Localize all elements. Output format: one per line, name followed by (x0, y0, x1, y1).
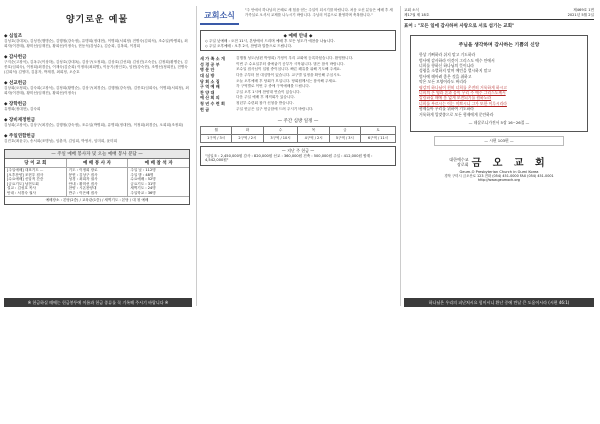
scripture-heading: 주님을 생각하며 감사하는 기쁨의 신앙 (458, 43, 540, 49)
schedule-days-row (201, 127, 396, 135)
service-board-row: 새벽기도 : 24명 (130, 186, 156, 191)
service-board-footer: 예배장소 : 본당(2층) / 교육관(1층) / 새벽기도 : 본당 / 대 청 예배 (5, 196, 189, 204)
offering-section (4, 133, 190, 144)
schedule-day-cell: 토 (361, 127, 396, 135)
notice-label: 구 역 예 배 (200, 84, 220, 90)
bulletin-label: 교회 소식 (404, 8, 420, 12)
service-board-column-head: 당 이 교 회 (5, 159, 66, 168)
schedule-day-cell: 목 (298, 127, 329, 135)
schedule-day-cell: 금 (329, 127, 360, 135)
notice-label: 당 회 소 집 (200, 78, 220, 84)
schedule-value-cell: 4구역 / 2시 (298, 135, 329, 143)
schedule-day-cell: 월 (201, 127, 232, 135)
notice-label: 예 산 회 의 (200, 95, 220, 101)
service-board-row: 성경 : 최희자 권사 (68, 177, 98, 182)
issue-label: 제469호 1면 (573, 8, 594, 12)
notice-label: 새 가 족 소 개 (200, 56, 225, 62)
offering-section-names: 구지순(고창석), 김옥주(이상하), 김성호(강대옥), 김상구(오정희), 김상호(김선희) 김성진(고숙순), 김정희(황병순), 김종호(임희숙), 이정희(최경순), 이재숙(김순희) 이정의(최희병), 이동기(정인호), 임헌(강숙현), 조병선(정희진), 전병숙(김희석) 김영미, 김홍자, 박재경, 최희정, 오승호 (4, 60, 188, 74)
psalm-note: — 시편 103편 — (434, 136, 564, 146)
notice-text: 주일 헌금은 입구 헌금함에 드려 주시기 바랍니다. (236, 106, 314, 111)
service-board-row: [수요예배] 신앙적 간증 (7, 177, 44, 182)
notice-text: 오늘 오후예배 후 당회가 모입니다. 당회원께서는 참석해 주세요. (236, 78, 337, 83)
visit-schedule-table (200, 126, 396, 143)
scripture-line: 평강의 하나님이 친히 너희를 온전히 거룩하게 하시고 (419, 84, 507, 90)
service-board-row: 안내 : 서경숙 권사 (7, 190, 36, 195)
footer-strip-left: ※ 헌금하실 때에는 헌금봉투에 이름과 헌금 종류를 꼭 기록해 주시기 바랍니다 ※ (4, 298, 192, 307)
news-logo: 교회소식 (200, 8, 239, 25)
offering-section (4, 101, 190, 112)
service-board-columns (5, 159, 189, 196)
date-label: 2021년 5월 2일 (567, 12, 594, 17)
scripture-line: 형제들아 우리를 위하여 기도하라 (419, 106, 474, 112)
notice-text: 각 구역별로 이번 주 중에 구역예배를 드립니다. (236, 84, 310, 89)
notice-text: 청년부 수련회 참가 신청을 받습니다. (236, 100, 294, 105)
church-english-name: Geum-O Presbyterian Church in Gumi Korea (459, 170, 539, 175)
schedule-value-cell: 5구역 / 3시 (329, 135, 360, 143)
service-board-row: 주일 밤 : 48명 (130, 172, 154, 177)
offerings-title: 양기로운 예물 (65, 15, 129, 25)
scripture-line: 너희를 부르시는 이는 미쁘시니 그가 또한 이루시리라 (419, 100, 507, 106)
service-board-row: 수요예배 : 52명 (130, 177, 156, 182)
service-board-column (5, 159, 67, 196)
notice-list (200, 56, 396, 112)
schedule-value-cell: 2구역 / 2시 (232, 135, 263, 143)
notice-label: 청 년 수 련 회 (200, 100, 225, 106)
schedule-value-cell: 1구역 / 3시 (201, 135, 232, 143)
offering-section-head: ◆ 장학헌금 (4, 102, 27, 107)
schedule-values-row (201, 135, 396, 143)
scripture-line: 항상 기뻐하라 쉬지 말고 기도하라 (419, 52, 476, 58)
service-board-row: [금요기도] 남전도회 (7, 181, 39, 186)
denomination-line1: 대한예수교 (449, 156, 469, 162)
schedule-day-cell: 화 (232, 127, 263, 135)
header-divider (404, 19, 594, 20)
scripture-line: 너희를 향하신 하나님의 뜻이니라 (419, 63, 474, 68)
offering-section-head: ◆ 감사헌금 (4, 55, 27, 60)
service-board-row: 안내 : 황미선 집사 (68, 181, 98, 186)
offering-section-names: 김상희(오정희), 김숙희(고창석), 김정희(황병순), 김상구(최경순), 김행철(강숙정), 김종호(임희숙), 이병희(서희정), 최희자(이건태), 황미선(임재진), 황희선(이정숙) (4, 86, 189, 95)
service-board-row: 금요기도 : 31명 (130, 181, 156, 186)
notice-label: 병 문 안 (200, 67, 215, 73)
service-board-row: 찬양 : 시온찬양대 (68, 186, 97, 191)
cover-panel (404, 8, 594, 304)
offering-section-head: ◆ 장비재정헌금 (4, 118, 36, 123)
service-board-row: 반주 : 이은혜 집사 (68, 190, 98, 195)
offering-section-names: 김진호(최윤주), 송서희(조병성), 임춘자, 김임희, 박영서, 임미희, 윤미희 (4, 139, 118, 143)
offering-section-head: ◆ 선교헌금 (4, 81, 27, 86)
service-board-row: [주일예배] 대표기도 … (7, 168, 44, 172)
scripture-line: 강림하실 때에 흠 없게 보전되기를 원하노라 (419, 95, 492, 101)
news-intro: "주 안에서 하나님의 은혜로 새 힘을 얻는 주일이 되시기를 바랍니다. 처음 오신 분들은 예배 후 새가족실로 오셔서 교제를 나누시기 바랍니다. 주님의 이름으로 환영하며 축복합니다." (244, 8, 393, 17)
denomination-line2: 장로회 (457, 161, 469, 167)
offering-section (4, 54, 190, 75)
worship-info-row: ◇ 주일 오후예배 : 오후 2시, 찬양과 말씀으로 드립니다. (205, 43, 293, 48)
service-board-row: 봉헌 : 김상구 집사 (68, 172, 98, 177)
offering-summary (200, 146, 396, 166)
notice-text: 다음 주일 예배 후 제직회가 있습니다. (236, 95, 295, 100)
footer-strip-right: 하나님은 우리의 피난처시요 힘이시니 환난 중에 만날 큰 도움이시라 (시편 46:1) (404, 298, 594, 307)
schedule-value-cell: 3구역 / 10시 (263, 135, 298, 143)
scripture-line: 거룩하게 입맞춤으로 모든 형제에게 문안하라 (419, 111, 494, 117)
notice-label: 헌 금 (200, 106, 210, 112)
offering-section (4, 33, 190, 49)
news-header (200, 8, 396, 25)
scripture-box (410, 35, 588, 132)
service-board-row: 주일학교 : 36명 (130, 190, 156, 195)
scripture-body (419, 52, 579, 117)
offering-section-head: ◆ 십일조 (4, 34, 23, 39)
notice-text: 주일 오후 1시에 찬양대 연습이 있습니다. (236, 89, 301, 94)
volume-label: 제17권 제 18호 (404, 12, 430, 17)
church-name: 금 오 교 회 (471, 158, 549, 170)
service-board-row: [오후찬양] 조현우 집사 (7, 172, 44, 177)
notice-item (200, 107, 396, 113)
worship-info-head: ◆ 예배 안내 ◆ (283, 34, 313, 39)
offering-section-names: 김성호(강대옥), 김성진(행병순), 김행철(강숙정), 유병희(정대현), 이병희(서희정) 전병숙(김희석), 조수일(박병희), 최희자(이건태), 황미선(임재진), 황희선(이정숙), 현동석(강성수), 김승희, 김복희, 이경희 (4, 39, 188, 48)
offering-section (4, 80, 190, 96)
offerings-panel (4, 8, 190, 304)
scripture-line: 범사에 헤아려 좋은 것을 취하고 (419, 73, 472, 79)
notice-text: 이번 주 수요일부터 출애굽기 공부가 시작됩니다. 많은 참석 바랍니다. (236, 61, 345, 66)
church-website: http://www.geumoch.org (478, 178, 520, 183)
service-board-column (67, 159, 129, 196)
church-theme: 표어 : "모든 일에 감사하며 사랑으로 서로 섬기는 교회" (404, 24, 515, 30)
church-address: 경북 구미시 금오산로 123 전화 (054) 451-0000 FAX (054) 451-0001 (444, 174, 554, 179)
service-board-column-head: 예 배 참 석 자 (128, 159, 189, 168)
notice-text: 조수일 집사님이 입원 중이십니다. 빠른 쾌유를 위해 기도해 주세요. (236, 67, 342, 72)
scripture-line: 성령을 소멸하지 말며 예언을 멸시하지 말고 (419, 68, 492, 74)
schedule-value-cell: 6구역 / 11시 (361, 135, 396, 143)
offering-section-head: ◆ 주일연합헌금 (4, 134, 36, 139)
service-board-row: 주일 낮 : 112명 (130, 168, 156, 172)
offering-section-names: 유병희(정대현), 김숙희 (4, 107, 41, 111)
offering-summary-head: — 지난 주 헌금 — (281, 148, 315, 154)
church-name-block (404, 154, 594, 169)
service-board-column (128, 159, 189, 196)
visit-schedule-title: — 주간 심방 일정 — (277, 119, 319, 125)
service-board-row: 기도 : 이정희 장로 (68, 168, 98, 172)
service-board-header: — 주일 예배 봉사자 및 오늘 예배 봉사 분담 — (5, 150, 189, 159)
offering-section-names: 김성희(고창석), 김상구(최경순), 김행철(강숙정), 조수일(박병희), 유병희(정대현), 이정희(최경순), 오희희(조정희) (4, 123, 184, 127)
cover-header (404, 8, 594, 17)
offering-sections (4, 33, 190, 144)
scripture-line: 범사에 감사하라 이것이 그리스도 예수 안에서 (419, 57, 495, 63)
notice-label: 성 경 공 부 (200, 61, 220, 67)
notice-label: 대 심 방 (200, 72, 215, 78)
worship-info-box (200, 30, 396, 51)
worship-info-row: ◇ 주일 낮예배 : 오전 11시, 본당에서 드리며 예배 후 모든 성도가 애찬을 나눕니다. (205, 39, 335, 43)
service-board (4, 149, 190, 205)
offering-section (4, 117, 190, 128)
scripture-line: 너희의 온 영과 혼과 몸이 우리 주 예수 그리스도께서 (419, 90, 506, 96)
service-board-row: 설교 : 김성호 목사 (7, 186, 36, 191)
notice-text: 다음 주부터 봄 대심방이 있습니다. 교구별 일정을 확인해 주십시오. (236, 72, 342, 77)
scripture-reference: — 데살로니가전서 5장 16~26절 — (468, 120, 530, 126)
notice-label: 찬 양 대 (200, 89, 215, 95)
service-board-column-head: 예 배 봉 사 자 (67, 159, 128, 168)
scripture-line: 악은 모든 모양이라도 버리라 (419, 79, 467, 85)
offering-summary-text: "십일조 : 2,450,000원 감사 : 820,000원 선교 : 360,000원 건축 : 500,000원 주일 : 412,000원 합계 : 4,542,000원" (205, 153, 373, 163)
news-panel (200, 8, 396, 304)
schedule-day-cell: 수 (263, 127, 298, 135)
notice-text: 김행철 성도(남편 박영희) 가정이 우리 교회에 등록하셨습니다. 환영합니다. (236, 56, 354, 61)
